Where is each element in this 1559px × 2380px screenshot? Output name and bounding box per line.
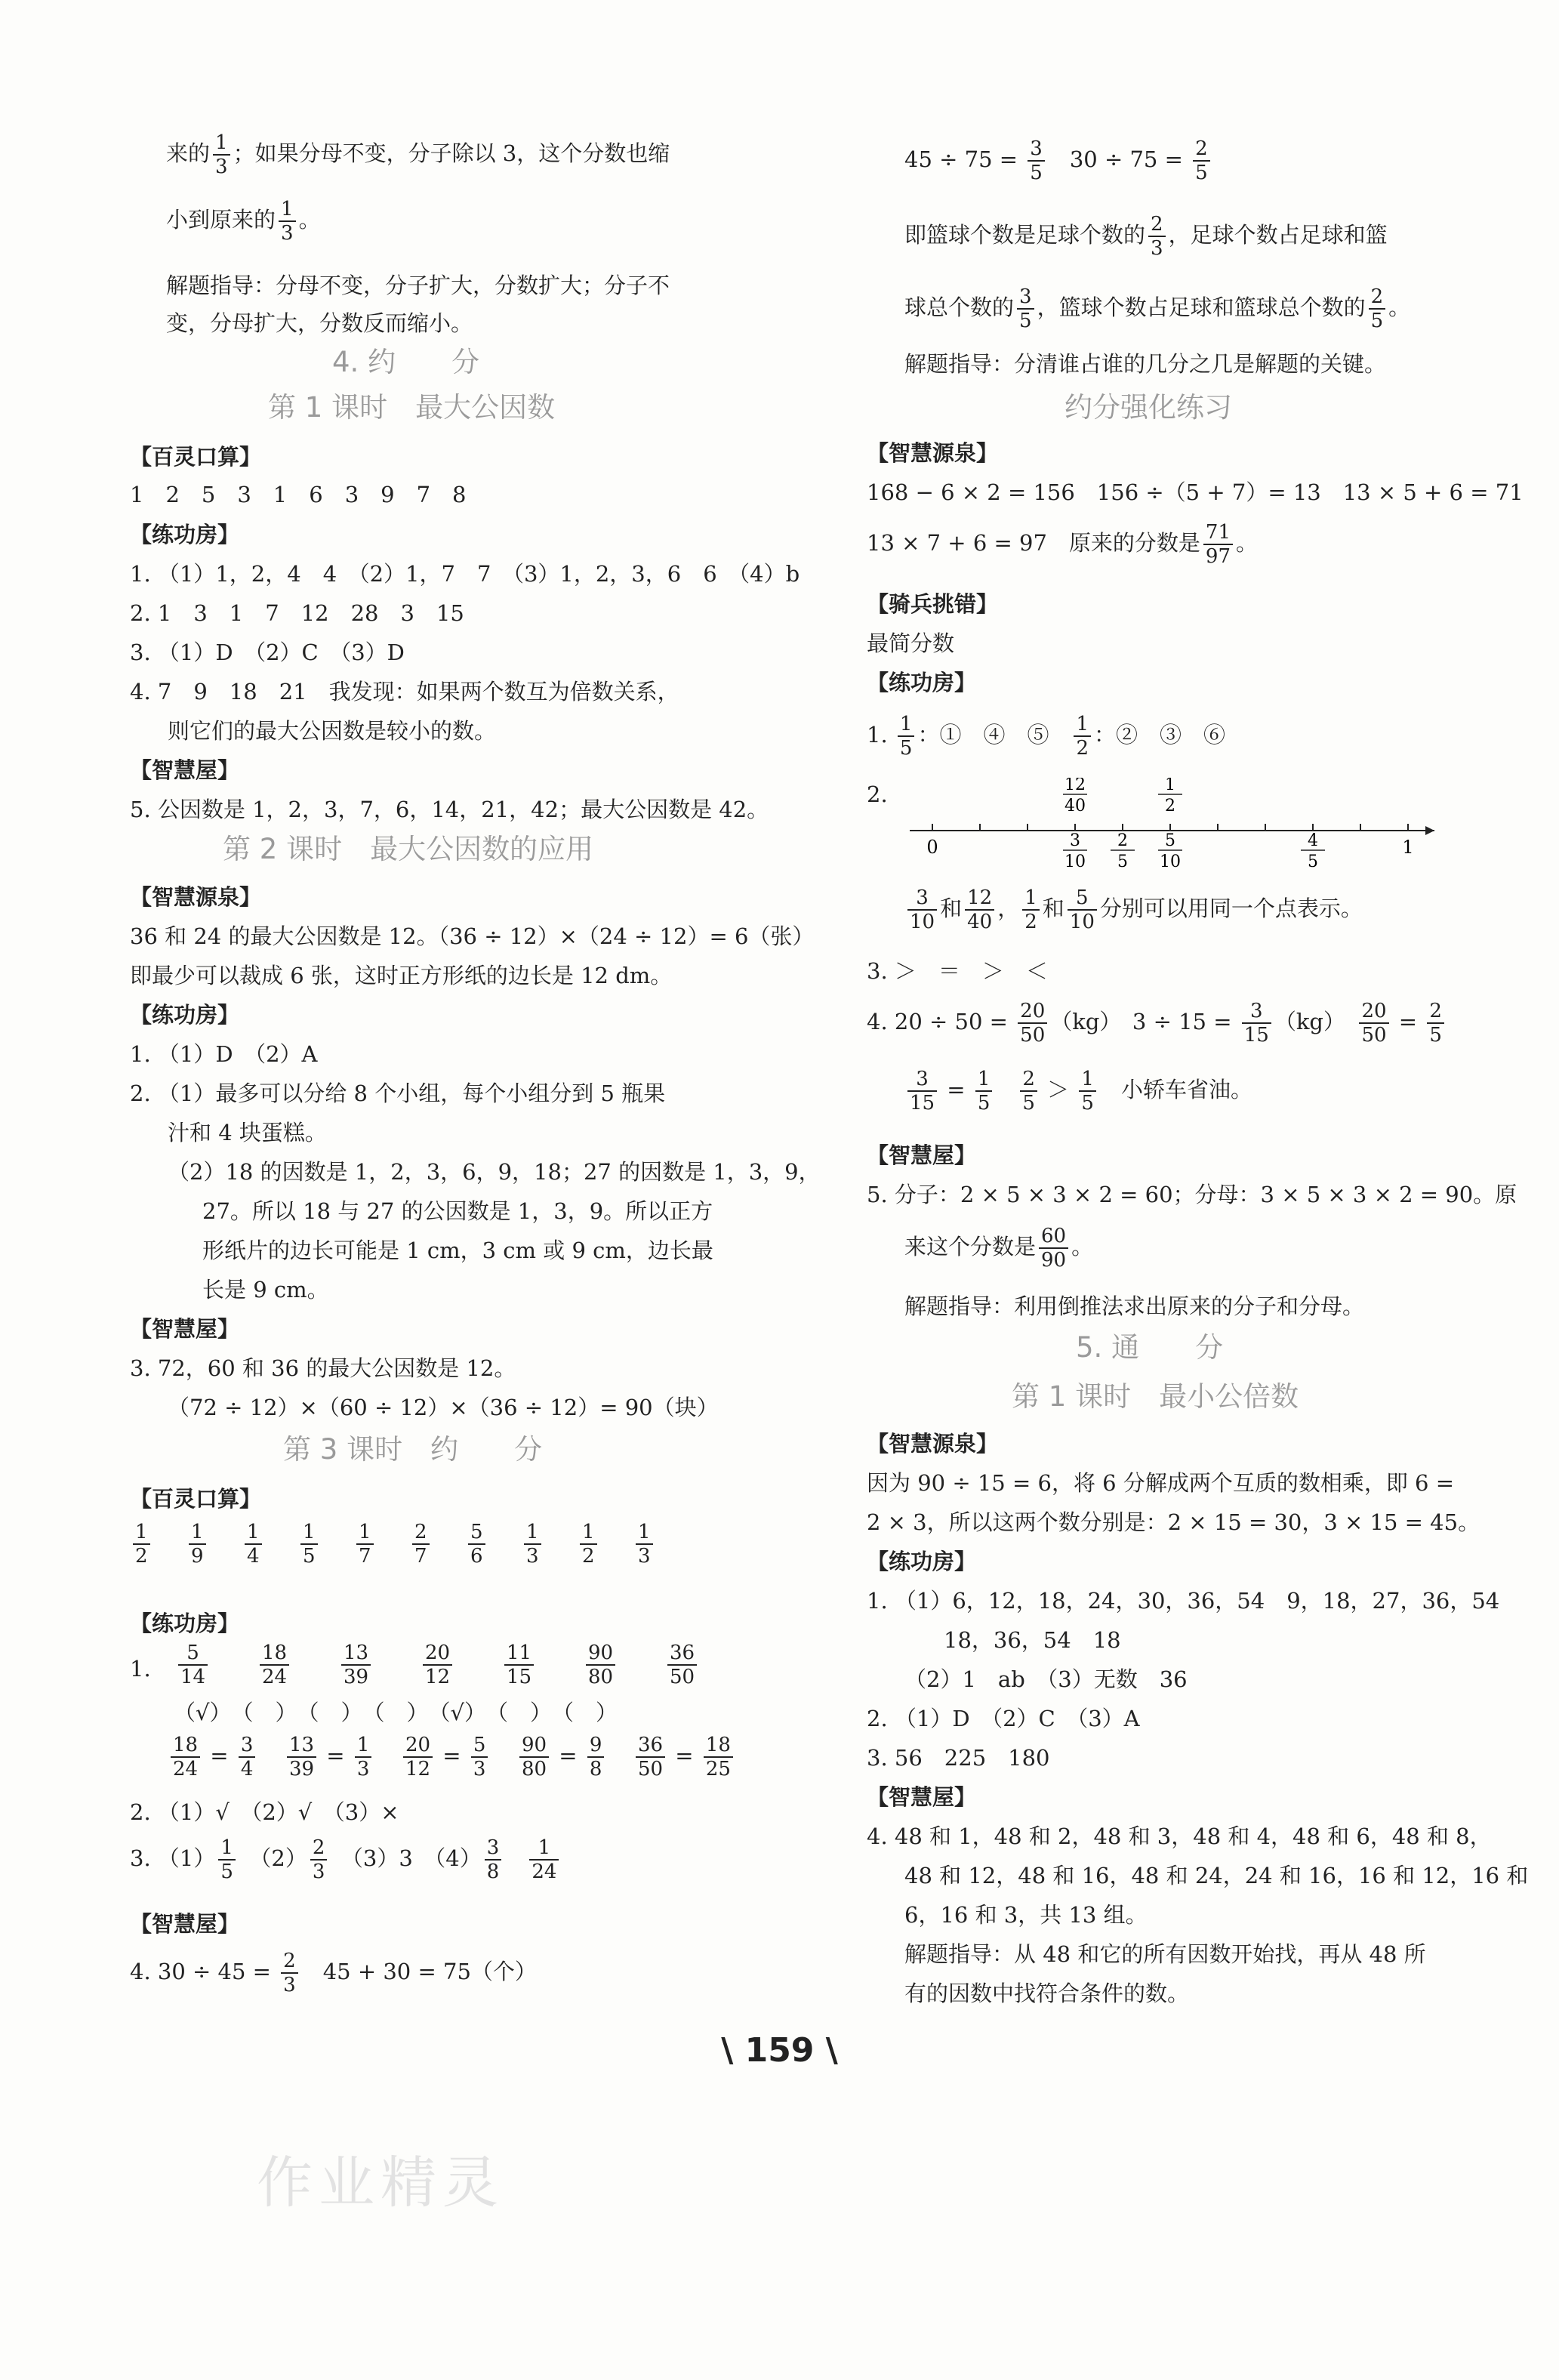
watermark-logo: 作业精灵 (257, 2150, 504, 2215)
label-above-denominator: 2 (1165, 797, 1175, 815)
fraction: $\frac{18}{25}$ (704, 1735, 733, 1779)
fraction: $\frac{20}{50}$ (1018, 1001, 1047, 1045)
fraction-item (521, 1522, 544, 1566)
section-heading: 【智慧屋】 (130, 1316, 240, 1342)
fraction: $\frac{1}{3}$ (213, 133, 230, 177)
section-heading: 【练功房】 (867, 670, 977, 695)
fraction: $\frac{3}{5}$ (1017, 287, 1034, 331)
answer-line: 小到原来的 $\frac{1}{3}$ 。 (166, 198, 321, 245)
label-above-denominator: 40 (1064, 797, 1086, 815)
fraction-item (633, 1522, 656, 1566)
section-heading: 【百灵口算】 (130, 1486, 262, 1512)
math-line: 球总个数的 $\frac{3}{5}$ ，篮球个数占足球和篮球总个数的 $\frac{2}{5}$ 。 (904, 285, 1411, 332)
math-line: 来这个分数是 $\frac{60}{90}$ 。 (904, 1225, 1094, 1272)
tick-label-one: 1 (1402, 837, 1414, 858)
answer-line: 2. （1）√ （2）√ （3）× (130, 1799, 399, 1825)
section-heading: 【百灵口算】 (130, 444, 262, 470)
section-heading: 【智慧屋】 (867, 1784, 977, 1810)
answer-line: 27。所以 18 与 27 的公因数是 1，3，9。所以正方 (202, 1198, 713, 1224)
fraction: $\frac{3}{15}$ (907, 1069, 937, 1113)
answer-line: 1. （1）1，2，4 4 （2）1，7 7 （3）1，2，3，6 6 （4）b (130, 561, 800, 587)
answer-line: 5. 公因数是 1，2，3，7，6，14，21，42；最大公因数是 42。 (130, 797, 769, 822)
lesson-title: 约分强化练习 (1064, 391, 1232, 424)
fraction: $\frac{1}{3}$ (524, 1522, 541, 1566)
fraction: $\frac{1}{3}$ (355, 1735, 372, 1779)
answer-line: 4. 48 和 1，48 和 2，48 和 3，48 和 4，48 和 6，48 和 8， (867, 1824, 1492, 1849)
fraction: $\frac{1}{3}$ (636, 1522, 653, 1566)
fraction-item (664, 1643, 700, 1687)
fraction: $\frac{3}{8}$ (485, 1838, 502, 1882)
fraction: $\frac{12}{40}$ (965, 888, 994, 932)
label-below-denominator: 10 (1064, 852, 1086, 871)
fraction: $\frac{1}{2}$ (1022, 888, 1040, 932)
section-heading: 【智慧屋】 (867, 1142, 977, 1168)
fraction-item (409, 1522, 433, 1566)
answer-line: 168 − 6 × 2 = 156 156 ÷（5 + 7）= 13 13 × 5 + 6 = 71 (867, 479, 1524, 505)
answer-line: 最简分数 (867, 630, 955, 656)
answer-line: 即最少可以裁成 6 张，这时正方形纸的边长是 12 dm。 (130, 963, 673, 988)
fraction-equation: $\frac{18}{24}$ = $\frac{3}{4}$ (168, 1735, 258, 1779)
fraction: $\frac{2}{5}$ (1427, 1001, 1444, 1045)
answer-line: （72 ÷ 12）×（60 ÷ 12）×（36 ÷ 12）= 90（块） (168, 1395, 719, 1420)
math-line: 3. （1） $\frac{1}{5}$ （2） $\frac{2}{3}$ （3）3 （4） $\frac{3}{8}$ $\frac{1}{24}$ (130, 1838, 562, 1882)
fraction: $\frac{1}{4}$ (245, 1522, 262, 1566)
answer-line: 2. (867, 782, 888, 807)
lesson-title: 第 1 课时 最大公因数 (268, 391, 556, 424)
answer-line: 36 和 24 的最大公因数是 12。（36 ÷ 12）×（24 ÷ 12）= 6（张） (130, 923, 815, 949)
fraction: $\frac{9}{8}$ (587, 1735, 605, 1779)
math-line: $\frac{3}{10}$ 和 $\frac{12}{40}$ ， $\frac{1}{2}$ 和 $\frac{5}{10}$ 分别可以用同一个点表示。 (904, 888, 1363, 932)
fraction: $\frac{2}{3}$ (310, 1838, 328, 1882)
section-heading: 【骑兵挑错】 (867, 591, 999, 617)
lesson-title: 第 2 课时 最大公因数的应用 (223, 833, 594, 865)
answer-line: 因为 90 ÷ 15 = 6，将 6 分解成两个互质的数相乘，即 6 = (867, 1470, 1455, 1496)
fraction: $\frac{20}{50}$ (1359, 1001, 1388, 1045)
fraction-equation: $\frac{90}{80}$ = $\frac{9}{8}$ (516, 1735, 607, 1779)
section-heading: 【练功房】 (130, 1611, 240, 1636)
answer-line: 形纸片的边长可能是 1 cm，3 cm 或 9 cm，边长最 (202, 1238, 713, 1263)
answer-line: 长是 9 cm。 (202, 1277, 329, 1303)
answer-line: 则它们的最大公因数是较小的数。 (168, 718, 497, 744)
label-above-numerator: 12 (1064, 778, 1086, 794)
label-above-numerator: 1 (1165, 778, 1175, 794)
fraction: $\frac{1}{5}$ (898, 714, 915, 758)
fraction: $\frac{3}{15}$ (1242, 1001, 1271, 1045)
fraction-item (186, 1522, 209, 1566)
fraction: $\frac{36}{50}$ (667, 1643, 697, 1687)
fraction: $\frac{90}{80}$ (586, 1643, 615, 1687)
lesson-title: 4. 约 分 (332, 346, 480, 378)
answer-line: 1 2 5 3 1 6 3 9 7 8 (130, 482, 467, 507)
fraction: $\frac{2}{3}$ (281, 1951, 298, 1995)
fraction: $\frac{3}{10}$ (907, 888, 937, 932)
answer-line: 3. ＞ ＝ ＞ ＜ (867, 958, 1048, 984)
answer-line: 48 和 12，48 和 16，48 和 24，24 和 16，16 和 12，16 和 (904, 1863, 1529, 1888)
fraction-item (583, 1643, 618, 1687)
fraction: $\frac{1}{2}$ (133, 1522, 150, 1566)
section-heading: 【练功房】 (867, 1549, 977, 1574)
fraction: $\frac{1}{9}$ (189, 1522, 206, 1566)
fraction: $\frac{18}{24}$ (171, 1735, 200, 1779)
answer-line: 2 × 3，所以这两个数分别是：2 × 15 = 30，3 × 15 = 45。 (867, 1509, 1480, 1535)
answer-line: 3. 56 225 180 (867, 1745, 1050, 1771)
label-below-numerator: 4 (1308, 831, 1318, 850)
answer-line: 有的因数中找符合条件的数。 (904, 1981, 1190, 2006)
fraction: $\frac{5}{10}$ (1068, 888, 1097, 932)
answer-line: 解题指导：利用倒推法求出原来的分子和分母。 (904, 1293, 1365, 1319)
item-number: 1. (130, 1656, 151, 1682)
fraction: $\frac{1}{5}$ (1079, 1069, 1096, 1113)
fraction: $\frac{36}{50}$ (636, 1735, 665, 1779)
answer-line: 汁和 4 块蛋糕。 (168, 1120, 327, 1145)
math-line: 13 × 7 + 6 = 97 原来的分数是 $\frac{71}{97}$ 。 (867, 521, 1259, 568)
fraction: $\frac{2}{5}$ (1193, 139, 1210, 183)
fraction: $\frac{1}{2}$ (580, 1522, 597, 1566)
fraction-item (175, 1643, 211, 1687)
fraction: $\frac{1}{7}$ (356, 1522, 374, 1566)
label-below-numerator: 3 (1070, 831, 1080, 850)
lesson-title: 第 1 课时 最小公倍数 (1012, 1380, 1299, 1413)
fraction: $\frac{2}{3}$ (1148, 214, 1166, 258)
fraction-equation: $\frac{36}{50}$ = $\frac{18}{25}$ (633, 1735, 736, 1779)
fraction-item (465, 1522, 488, 1566)
math-line: 4. 30 ÷ 45 = $\frac{2}{3}$ 45 + 30 = 75（个） (130, 1950, 537, 1996)
fraction: $\frac{90}{80}$ (519, 1735, 549, 1779)
fraction-item (130, 1522, 153, 1566)
fraction: $\frac{1}{5}$ (300, 1522, 318, 1566)
label-below-denominator: 5 (1308, 852, 1318, 871)
answer-line: 来的 $\frac{1}{3}$ ；如果分母不变，分子除以 3，这个分数也缩 (166, 131, 670, 178)
fraction: $\frac{5}{6}$ (468, 1522, 485, 1566)
page-number: \ 159 \ (721, 2031, 838, 2070)
lesson-title: 5. 通 分 (1076, 1331, 1224, 1364)
fraction-item (420, 1643, 455, 1687)
fraction: $\frac{2}{5}$ (1369, 287, 1386, 331)
answer-line: （2）1 ab （3）无数 36 (904, 1666, 1188, 1692)
fraction: $\frac{1}{3}$ (279, 199, 296, 243)
fraction-item (501, 1643, 537, 1687)
tick-label-zero: 0 (926, 837, 938, 858)
answer-line: 4. 7 9 18 21 我发现：如果两个数互为倍数关系， (130, 679, 679, 704)
fraction: $\frac{71}{97}$ (1203, 523, 1233, 566)
answer-line: 解题指导：分清谁占谁的几分之几是解题的关键。 (904, 351, 1387, 377)
label-below-denominator: 5 (1117, 852, 1128, 871)
answer-line: 1. （1）D （2）A (130, 1041, 318, 1067)
section-heading: 【智慧源泉】 (867, 440, 999, 466)
section-heading: 【练功房】 (130, 522, 240, 547)
answer-line: （2）18 的因数是 1，2，3，6，9，18；27 的因数是 1，3，9， (168, 1159, 821, 1185)
label-below-numerator: 2 (1117, 831, 1128, 850)
fraction: $\frac{1}{5}$ (975, 1069, 993, 1113)
label-below-numerator: 5 (1165, 831, 1175, 850)
fraction-item (577, 1522, 600, 1566)
math-line: 1. $\frac{1}{5}$ ：① ④ ⑤ $\frac{1}{2}$ ：② ③ ⑥ (867, 713, 1226, 760)
section-heading: 【智慧源泉】 (130, 884, 262, 910)
fraction: $\frac{60}{90}$ (1039, 1226, 1068, 1270)
answer-line: 3. 72，60 和 36 的最大公因数是 12。 (130, 1355, 516, 1381)
section-heading: 【智慧源泉】 (867, 1431, 999, 1457)
section-heading: 【练功房】 (130, 1002, 240, 1028)
fraction: $\frac{3}{4}$ (239, 1735, 256, 1779)
answer-line: 解题指导：分母不变，分子扩大，分数扩大；分子不 (166, 273, 670, 298)
math-line: $\frac{3}{15}$ = $\frac{1}{5}$ $\frac{2}{5}$ ＞ $\frac{1}{5}$ 小轿车省油。 (904, 1069, 1252, 1113)
answer-line: 2. （1）D （2）C （3）A (867, 1706, 1140, 1731)
fraction: $\frac{3}{5}$ (1028, 139, 1045, 183)
math-line: 45 ÷ 75 = $\frac{3}{5}$ 30 ÷ 75 = $\frac{2}{5}$ (904, 139, 1213, 183)
section-heading: 【智慧屋】 (130, 757, 240, 783)
fraction-equation: $\frac{20}{12}$ = $\frac{5}{3}$ (400, 1735, 491, 1779)
fraction: $\frac{20}{12}$ (423, 1643, 452, 1687)
fraction: $\frac{13}{39}$ (341, 1643, 371, 1687)
fraction: $\frac{20}{12}$ (403, 1735, 433, 1779)
answer-line: 解题指导：从 48 和它的所有因数开始找，再从 48 所 (904, 1941, 1426, 1967)
fraction-item (297, 1522, 321, 1566)
fraction-item (257, 1643, 292, 1687)
fraction: $\frac{2}{5}$ (1020, 1069, 1037, 1113)
label-below-denominator: 10 (1160, 852, 1181, 871)
answer-line: 2. （1）最多可以分给 8 个小组，每个小组分到 5 瓶果 (130, 1081, 666, 1106)
fraction-item (242, 1522, 265, 1566)
fraction: $\frac{13}{39}$ (287, 1735, 316, 1779)
fraction: $\frac{18}{24}$ (260, 1643, 289, 1687)
answer-line: 2. 1 3 1 7 12 28 3 15 (130, 600, 464, 626)
fraction: $\frac{5}{14}$ (178, 1643, 208, 1687)
section-heading: 【智慧屋】 (130, 1911, 240, 1937)
answer-line: 3. （1）D （2）C （3）D (130, 640, 405, 665)
fraction: $\frac{2}{7}$ (412, 1522, 430, 1566)
axis-arrow (1425, 826, 1434, 835)
fraction-item (353, 1522, 377, 1566)
answer-line: 1. （1）6，12，18，24，30，36，54 9，18，27，36，54 (867, 1588, 1500, 1614)
answer-line: 5. 分子：2 × 5 × 3 × 2 = 60；分母：3 × 5 × 3 × 2 = 90。原 (867, 1182, 1517, 1207)
answer-line: 6，16 和 3，共 13 组。 (904, 1902, 1148, 1928)
fraction: $\frac{1}{5}$ (218, 1838, 236, 1882)
answer-line: 变，分母扩大，分数反而缩小。 (166, 310, 473, 336)
math-line: 即篮球个数是足球个数的 $\frac{2}{3}$ ，足球个数占足球和篮 (904, 213, 1388, 260)
fraction: $\frac{1}{2}$ (1074, 714, 1091, 758)
answer-line: （√） （ ） （ ） （ ） （√） （ ） （ ） (174, 1700, 618, 1725)
fraction: $\frac{11}{15}$ (504, 1643, 534, 1687)
answer-line: 18，36，54 18 (944, 1627, 1121, 1653)
fraction-equation: $\frac{13}{39}$ = $\frac{1}{3}$ (284, 1735, 374, 1779)
number-line (902, 778, 1446, 883)
fraction: $\frac{1}{24}$ (529, 1838, 559, 1882)
lesson-title: 第 3 课时 约 分 (283, 1433, 543, 1466)
fraction-item (338, 1643, 374, 1687)
fraction: $\frac{5}{3}$ (471, 1735, 488, 1779)
math-line: 4. 20 ÷ 50 = $\frac{20}{50}$ （kg） 3 ÷ 15 = $\frac{3}{15}$ （kg） $\frac{20}{50}$ = $\frac{2}{5}$ (867, 1001, 1447, 1045)
